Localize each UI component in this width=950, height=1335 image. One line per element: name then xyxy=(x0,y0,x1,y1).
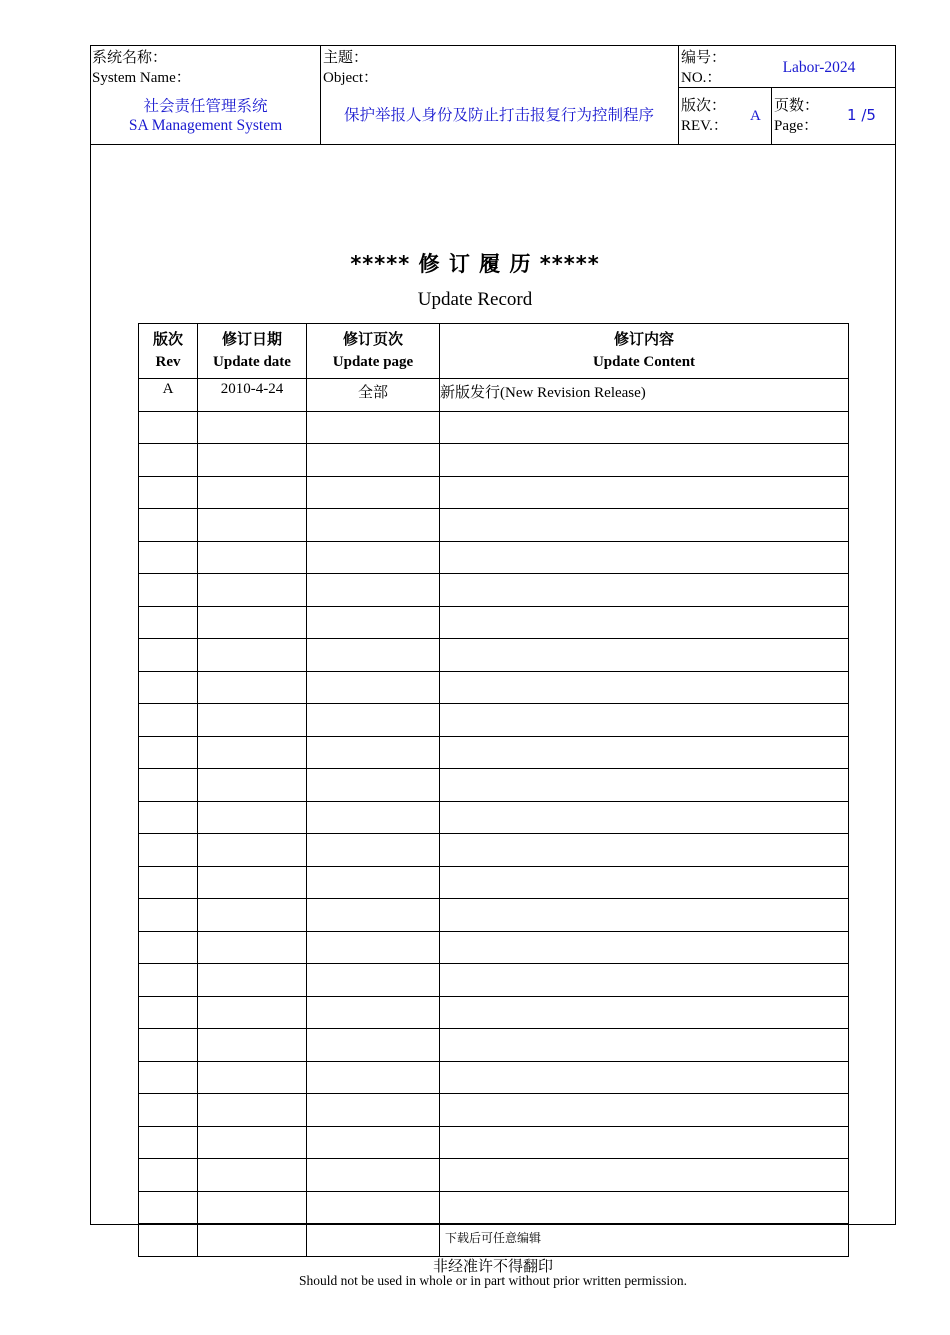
table-cell xyxy=(198,1094,307,1127)
table-row xyxy=(139,509,849,542)
table-row xyxy=(139,931,849,964)
table-cell xyxy=(139,704,198,737)
column-header-en: Update page xyxy=(332,354,414,370)
table-cell xyxy=(307,704,440,737)
table-row xyxy=(139,1159,849,1192)
table-cell xyxy=(139,866,198,899)
rev-value: A xyxy=(750,108,761,124)
table-cell xyxy=(139,1191,198,1224)
table-cell xyxy=(139,509,198,542)
table-cell xyxy=(440,541,849,574)
table-row xyxy=(139,736,849,769)
table-cell xyxy=(440,704,849,737)
table-cell: 全部 xyxy=(307,379,440,412)
table-cell xyxy=(440,834,849,867)
table-row xyxy=(139,996,849,1029)
table-cell xyxy=(307,866,440,899)
table-cell xyxy=(440,574,849,607)
table-cell xyxy=(440,1191,849,1224)
column-header-rev xyxy=(139,324,198,379)
table-cell xyxy=(198,541,307,574)
table-cell xyxy=(307,411,440,444)
table-cell xyxy=(307,509,440,542)
object-label-en: Object： xyxy=(323,70,378,86)
table-cell xyxy=(139,671,198,704)
table-cell xyxy=(307,671,440,704)
table-row xyxy=(139,964,849,997)
header-divider xyxy=(320,46,321,144)
table-cell xyxy=(440,964,849,997)
table-cell xyxy=(307,996,440,1029)
column-header-cn: 修订页次 xyxy=(342,330,403,348)
table-cell xyxy=(139,411,198,444)
table-row xyxy=(139,639,849,672)
table-cell xyxy=(440,671,849,704)
table-cell xyxy=(307,476,440,509)
table-row xyxy=(139,444,849,477)
table-cell xyxy=(307,1126,440,1159)
table-cell xyxy=(139,444,198,477)
table-cell xyxy=(307,1094,440,1127)
table-cell xyxy=(139,476,198,509)
table-cell xyxy=(198,704,307,737)
table-cell xyxy=(440,899,849,932)
column-header-en: Update date xyxy=(213,354,291,370)
table-cell xyxy=(198,931,307,964)
table-cell xyxy=(139,834,198,867)
table-cell xyxy=(440,606,849,639)
table-cell xyxy=(307,899,440,932)
table-cell xyxy=(139,769,198,802)
table-cell xyxy=(440,476,849,509)
table-cell xyxy=(139,541,198,574)
table-row xyxy=(139,541,849,574)
table-cell xyxy=(307,834,440,867)
system-name-label-en: System Name： xyxy=(92,70,191,86)
system-name-value xyxy=(91,97,320,135)
table-row xyxy=(139,1061,849,1094)
number-label-cn: 编号： xyxy=(681,50,727,66)
table-cell xyxy=(198,509,307,542)
update-record-title: Update Record xyxy=(417,289,533,310)
header-divider xyxy=(678,46,679,144)
column-header-cn: 修订日期 xyxy=(221,330,282,348)
update-record-table xyxy=(138,323,849,1257)
rev-label-cn: 版次： xyxy=(681,98,727,114)
rev-label-en: REV.： xyxy=(681,118,728,134)
table-cell xyxy=(307,574,440,607)
table-cell xyxy=(440,509,849,542)
table-cell xyxy=(139,1061,198,1094)
column-header-cn: 修订内容 xyxy=(613,330,674,348)
table-cell xyxy=(307,1191,440,1224)
table-cell xyxy=(139,606,198,639)
system-name-label-cn: 系统名称： xyxy=(92,50,168,66)
table-cell xyxy=(198,671,307,704)
table-cell xyxy=(307,964,440,997)
table-row xyxy=(139,1029,849,1062)
page-current: 1 xyxy=(847,106,857,124)
table-cell xyxy=(198,834,307,867)
table-cell xyxy=(440,931,849,964)
column-header-update-content xyxy=(440,324,849,379)
table-cell xyxy=(440,769,849,802)
download-note: 下载后可任意编辑 xyxy=(444,1231,541,1245)
table-cell xyxy=(139,574,198,607)
header-divider xyxy=(91,144,895,145)
table-cell xyxy=(139,1029,198,1062)
table-cell xyxy=(139,801,198,834)
number-label-en: NO.： xyxy=(681,70,722,86)
table-cell xyxy=(139,639,198,672)
table-cell xyxy=(198,996,307,1029)
table-cell xyxy=(139,1126,198,1159)
document-number: Labor-2024 xyxy=(782,59,856,76)
table-cell xyxy=(440,1126,849,1159)
table-row xyxy=(139,866,849,899)
table-row xyxy=(139,671,849,704)
table-cell xyxy=(307,606,440,639)
table-cell xyxy=(198,411,307,444)
object-label-cn: 主题： xyxy=(323,50,369,66)
table-row xyxy=(139,476,849,509)
table-row xyxy=(139,801,849,834)
table-cell xyxy=(139,931,198,964)
column-header-en: Rev xyxy=(155,354,181,370)
table-cell xyxy=(307,801,440,834)
table-row xyxy=(139,834,849,867)
column-header-update-date xyxy=(198,324,307,379)
table-cell xyxy=(198,574,307,607)
table-cell xyxy=(440,1029,849,1062)
table-row xyxy=(139,1094,849,1127)
table-cell xyxy=(440,639,849,672)
table-cell xyxy=(440,1159,849,1192)
table-cell xyxy=(139,736,198,769)
table-row xyxy=(139,1191,849,1224)
table-cell xyxy=(198,1159,307,1192)
table-cell: 新版发行(New Revision Release) xyxy=(440,379,849,412)
table-cell xyxy=(139,964,198,997)
page-number xyxy=(847,105,876,125)
table-row xyxy=(139,411,849,444)
page-total: /5 xyxy=(861,106,876,124)
table-cell xyxy=(307,1029,440,1062)
system-name-value-en: SA Management System xyxy=(128,117,283,134)
table-cell xyxy=(198,606,307,639)
table-cell xyxy=(139,1094,198,1127)
table-cell xyxy=(440,444,849,477)
table-cell xyxy=(139,1159,198,1192)
table-row xyxy=(139,769,849,802)
table-cell xyxy=(440,1094,849,1127)
table-row xyxy=(139,704,849,737)
table-cell xyxy=(198,736,307,769)
table-row xyxy=(139,899,849,932)
page-label-en: Page： xyxy=(774,118,819,134)
table-cell xyxy=(440,996,849,1029)
table-row xyxy=(139,379,849,412)
table-cell xyxy=(440,866,849,899)
table-cell xyxy=(198,964,307,997)
table-cell xyxy=(307,541,440,574)
table-cell xyxy=(440,1061,849,1094)
table-cell xyxy=(198,639,307,672)
column-header-en: Update Content xyxy=(592,354,696,370)
copyright-notice-en: Should not be used in whole or in part without prior written permission. xyxy=(298,1273,688,1288)
table-cell xyxy=(307,639,440,672)
table-cell xyxy=(440,801,849,834)
table-cell xyxy=(198,444,307,477)
table-cell xyxy=(139,899,198,932)
page-label-cn: 页数： xyxy=(774,98,820,114)
table-cell: 2010-4-24 xyxy=(198,379,307,412)
table-cell xyxy=(198,801,307,834)
table-cell xyxy=(307,931,440,964)
revision-history-title: ***** 修 订 履 历 ***** xyxy=(350,252,600,276)
column-header-cn: 版次 xyxy=(152,330,183,348)
table-row xyxy=(139,606,849,639)
table-cell xyxy=(198,476,307,509)
table-header-row xyxy=(139,324,849,379)
table-cell xyxy=(198,1126,307,1159)
table-cell xyxy=(307,769,440,802)
header-divider xyxy=(771,87,772,144)
table-cell xyxy=(307,1061,440,1094)
table-cell xyxy=(198,1061,307,1094)
table-cell xyxy=(198,1029,307,1062)
table-cell xyxy=(198,866,307,899)
object-value: 保护举报人身份及防止打击报复行为控制程序 xyxy=(343,107,654,124)
table-row xyxy=(139,574,849,607)
table-row xyxy=(139,1126,849,1159)
table-cell xyxy=(198,769,307,802)
table-cell xyxy=(307,736,440,769)
table-cell xyxy=(198,899,307,932)
table-cell: A xyxy=(139,379,198,412)
table-cell xyxy=(139,996,198,1029)
table-cell xyxy=(440,736,849,769)
table-cell xyxy=(440,411,849,444)
system-name-value-cn: 社会责任管理系统 xyxy=(143,98,268,115)
copyright-notice-cn: 非经准许不得翻印 xyxy=(432,1259,553,1275)
table-cell xyxy=(307,444,440,477)
table-cell xyxy=(198,1191,307,1224)
table-cell xyxy=(307,1159,440,1192)
table-body xyxy=(139,379,849,1257)
column-header-update-page xyxy=(307,324,440,379)
